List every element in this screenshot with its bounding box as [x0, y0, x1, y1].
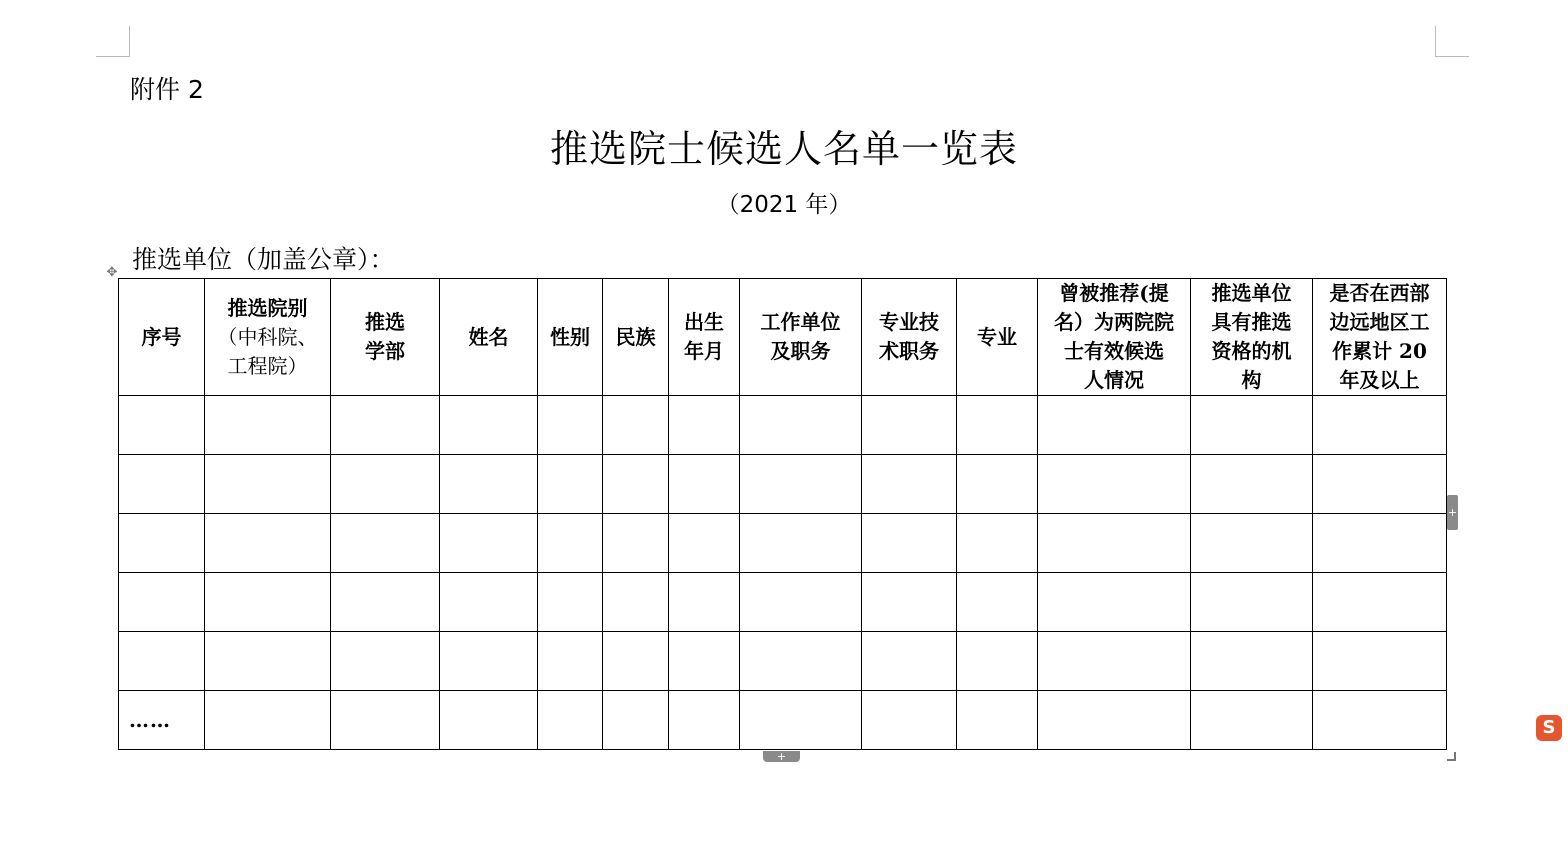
table-cell[interactable] — [538, 455, 603, 514]
header-text-line: 名）为两院院 — [1054, 310, 1174, 334]
table-cell[interactable] — [669, 396, 740, 455]
table-cell[interactable] — [1191, 455, 1313, 514]
header-text-line: 是否在西部 — [1329, 281, 1430, 305]
table-row — [119, 514, 1447, 573]
table-cell[interactable] — [862, 455, 957, 514]
table-cell[interactable] — [1313, 573, 1447, 632]
table-row — [119, 632, 1447, 691]
table-cell[interactable] — [862, 691, 957, 750]
table-cell[interactable] — [1313, 455, 1447, 514]
table-header-cell[interactable] — [1038, 279, 1191, 396]
header-text-line: 资格的机 — [1211, 339, 1292, 363]
header-text-line: 作累计 20 — [1332, 339, 1427, 363]
table-cell[interactable] — [740, 455, 862, 514]
table-cell[interactable] — [603, 514, 669, 573]
table-cell[interactable] — [957, 455, 1038, 514]
table-header-cell[interactable] — [669, 279, 740, 396]
table-header-cell[interactable] — [1313, 279, 1447, 396]
table-header-cell[interactable] — [1191, 279, 1313, 396]
header-subtext-line: （中科院、 — [217, 324, 318, 349]
table-cell[interactable] — [538, 573, 603, 632]
attachment-label: 附件 2 — [130, 75, 204, 104]
page-corner-mark — [1435, 56, 1469, 57]
table-row — [119, 573, 1447, 632]
table-cell[interactable] — [740, 514, 862, 573]
table-cell[interactable] — [440, 632, 538, 691]
table-cell[interactable] — [862, 514, 957, 573]
header-text-line: 专业技 — [879, 310, 939, 334]
header-text-line: 构 — [1241, 368, 1262, 392]
table-header-cell[interactable] — [205, 279, 331, 396]
table-cell[interactable] — [119, 396, 205, 455]
document-title: 推选院士候选人名单一览表 — [549, 127, 1018, 171]
table-cell[interactable] — [1038, 455, 1191, 514]
add-column-button[interactable] — [1447, 495, 1458, 530]
table-header-cell[interactable] — [331, 279, 440, 396]
table-cell[interactable] — [331, 632, 440, 691]
header-text-line: 士有效候选 — [1064, 339, 1164, 363]
table-header-cell[interactable] — [538, 279, 603, 396]
table-cell[interactable] — [205, 691, 331, 750]
table-cell[interactable] — [1038, 514, 1191, 573]
table-header-row — [119, 279, 1447, 396]
table-cell[interactable] — [740, 632, 862, 691]
table-cell[interactable] — [119, 455, 205, 514]
table-cell[interactable] — [1038, 573, 1191, 632]
header-text-line: 年月 — [684, 339, 724, 363]
table-cell[interactable] — [740, 573, 862, 632]
table-cell[interactable] — [1191, 691, 1313, 750]
header-text-line: 推选 — [365, 310, 405, 334]
table-header-cell[interactable] — [603, 279, 669, 396]
table-cell[interactable] — [740, 396, 862, 455]
table-cell[interactable] — [440, 455, 538, 514]
table-cell[interactable] — [331, 514, 440, 573]
header-text-line: 年及以上 — [1339, 368, 1420, 392]
table-cell[interactable] — [440, 573, 538, 632]
page-corner-mark — [1435, 26, 1436, 56]
header-text-line: 序号 — [141, 324, 182, 349]
header-text-line: 推选院别 — [227, 295, 308, 320]
table-row — [119, 691, 1447, 750]
table-cell[interactable] — [740, 691, 862, 750]
table-cell[interactable] — [669, 632, 740, 691]
table-cell[interactable] — [862, 396, 957, 455]
table-cell[interactable] — [1191, 573, 1313, 632]
table-cell[interactable] — [205, 455, 331, 514]
table-cell[interactable] — [669, 691, 740, 750]
table-header-cell[interactable] — [957, 279, 1038, 396]
table-header-cell[interactable] — [119, 279, 205, 396]
table-header-cell[interactable] — [440, 279, 538, 396]
resize-icon[interactable] — [1447, 752, 1456, 761]
table-cell[interactable] — [440, 514, 538, 573]
table-cell[interactable] — [119, 514, 205, 573]
table-cell[interactable] — [205, 632, 331, 691]
table-cell[interactable] — [603, 573, 669, 632]
table-cell[interactable] — [1313, 632, 1447, 691]
table-cell[interactable] — [205, 396, 331, 455]
table-cell[interactable] — [669, 455, 740, 514]
header-text-line: 及职务 — [770, 339, 831, 363]
table-cell[interactable] — [1038, 691, 1191, 750]
table-cell[interactable] — [603, 691, 669, 750]
table-header-cell[interactable] — [740, 279, 862, 396]
table-cell[interactable] — [538, 691, 603, 750]
table-cell[interactable] — [119, 573, 205, 632]
header-text-line: 姓名 — [468, 324, 509, 349]
header-text-line: 边远地区工 — [1329, 310, 1430, 334]
header-text-line: 民族 — [615, 324, 656, 349]
table-cell[interactable] — [538, 632, 603, 691]
table-cell[interactable] — [957, 573, 1038, 632]
header-text-line: 性别 — [550, 324, 590, 349]
table-cell[interactable] — [1191, 396, 1313, 455]
header-text-line: 人情况 — [1084, 368, 1144, 392]
document-year: （2021 年） — [716, 192, 852, 218]
table-cell[interactable] — [1038, 632, 1191, 691]
plus-icon: + — [1447, 506, 1458, 519]
header-subtext-line: 工程院） — [227, 353, 308, 378]
add-row-button[interactable] — [763, 751, 800, 762]
table-cell[interactable] — [538, 396, 603, 455]
header-text-line: 出生 — [684, 310, 724, 334]
table-row — [119, 396, 1447, 455]
table-row — [119, 455, 1447, 514]
header-text-line: 推选单位 — [1211, 281, 1292, 305]
table-cell[interactable] — [119, 632, 205, 691]
header-text-line: 术职务 — [879, 339, 939, 363]
table-cell[interactable] — [603, 632, 669, 691]
table-cell[interactable] — [1313, 514, 1447, 573]
page-corner-mark — [129, 26, 130, 56]
table-cell[interactable] — [1313, 396, 1447, 455]
table-cell[interactable] — [331, 573, 440, 632]
table-cell[interactable] — [862, 573, 957, 632]
header-text-line: 工作单位 — [760, 310, 841, 334]
table-cell[interactable] — [669, 514, 740, 573]
candidate-table — [118, 278, 1447, 750]
header-text-line: 曾被推荐(提 — [1059, 281, 1169, 305]
table-cell[interactable] — [331, 455, 440, 514]
table-cell[interactable] — [440, 396, 538, 455]
page-corner-mark — [96, 56, 130, 57]
table-cell[interactable] — [440, 691, 538, 750]
table-cell[interactable] — [957, 632, 1038, 691]
table-header-cell[interactable] — [862, 279, 957, 396]
continuation-marker[interactable]: …… — [119, 691, 205, 750]
table-cell[interactable] — [331, 396, 440, 455]
table-cell[interactable] — [862, 632, 957, 691]
nominating-unit-line: 推选单位（加盖公章）： — [132, 245, 395, 274]
table-cell[interactable] — [603, 455, 669, 514]
table-cell[interactable] — [957, 691, 1038, 750]
table-cell[interactable] — [957, 514, 1038, 573]
table-cell[interactable] — [603, 396, 669, 455]
header-text-line: 学部 — [365, 339, 405, 363]
move-icon[interactable]: ✥ — [106, 265, 118, 280]
table-cell[interactable] — [1191, 632, 1313, 691]
table-cell[interactable] — [538, 514, 603, 573]
table-cell[interactable] — [1191, 514, 1313, 573]
table-cell[interactable] — [1313, 691, 1447, 750]
table-cell[interactable] — [1038, 396, 1191, 455]
sogou-ime-icon[interactable]: S — [1536, 715, 1562, 741]
table-cell[interactable] — [331, 691, 440, 750]
header-text-line: 专业 — [977, 324, 1017, 349]
table-cell[interactable] — [669, 573, 740, 632]
table-cell[interactable] — [957, 396, 1038, 455]
table-cell[interactable] — [205, 573, 331, 632]
table-cell[interactable] — [205, 514, 331, 573]
plus-icon: + — [776, 750, 787, 763]
header-text-line: 具有推选 — [1211, 310, 1292, 334]
